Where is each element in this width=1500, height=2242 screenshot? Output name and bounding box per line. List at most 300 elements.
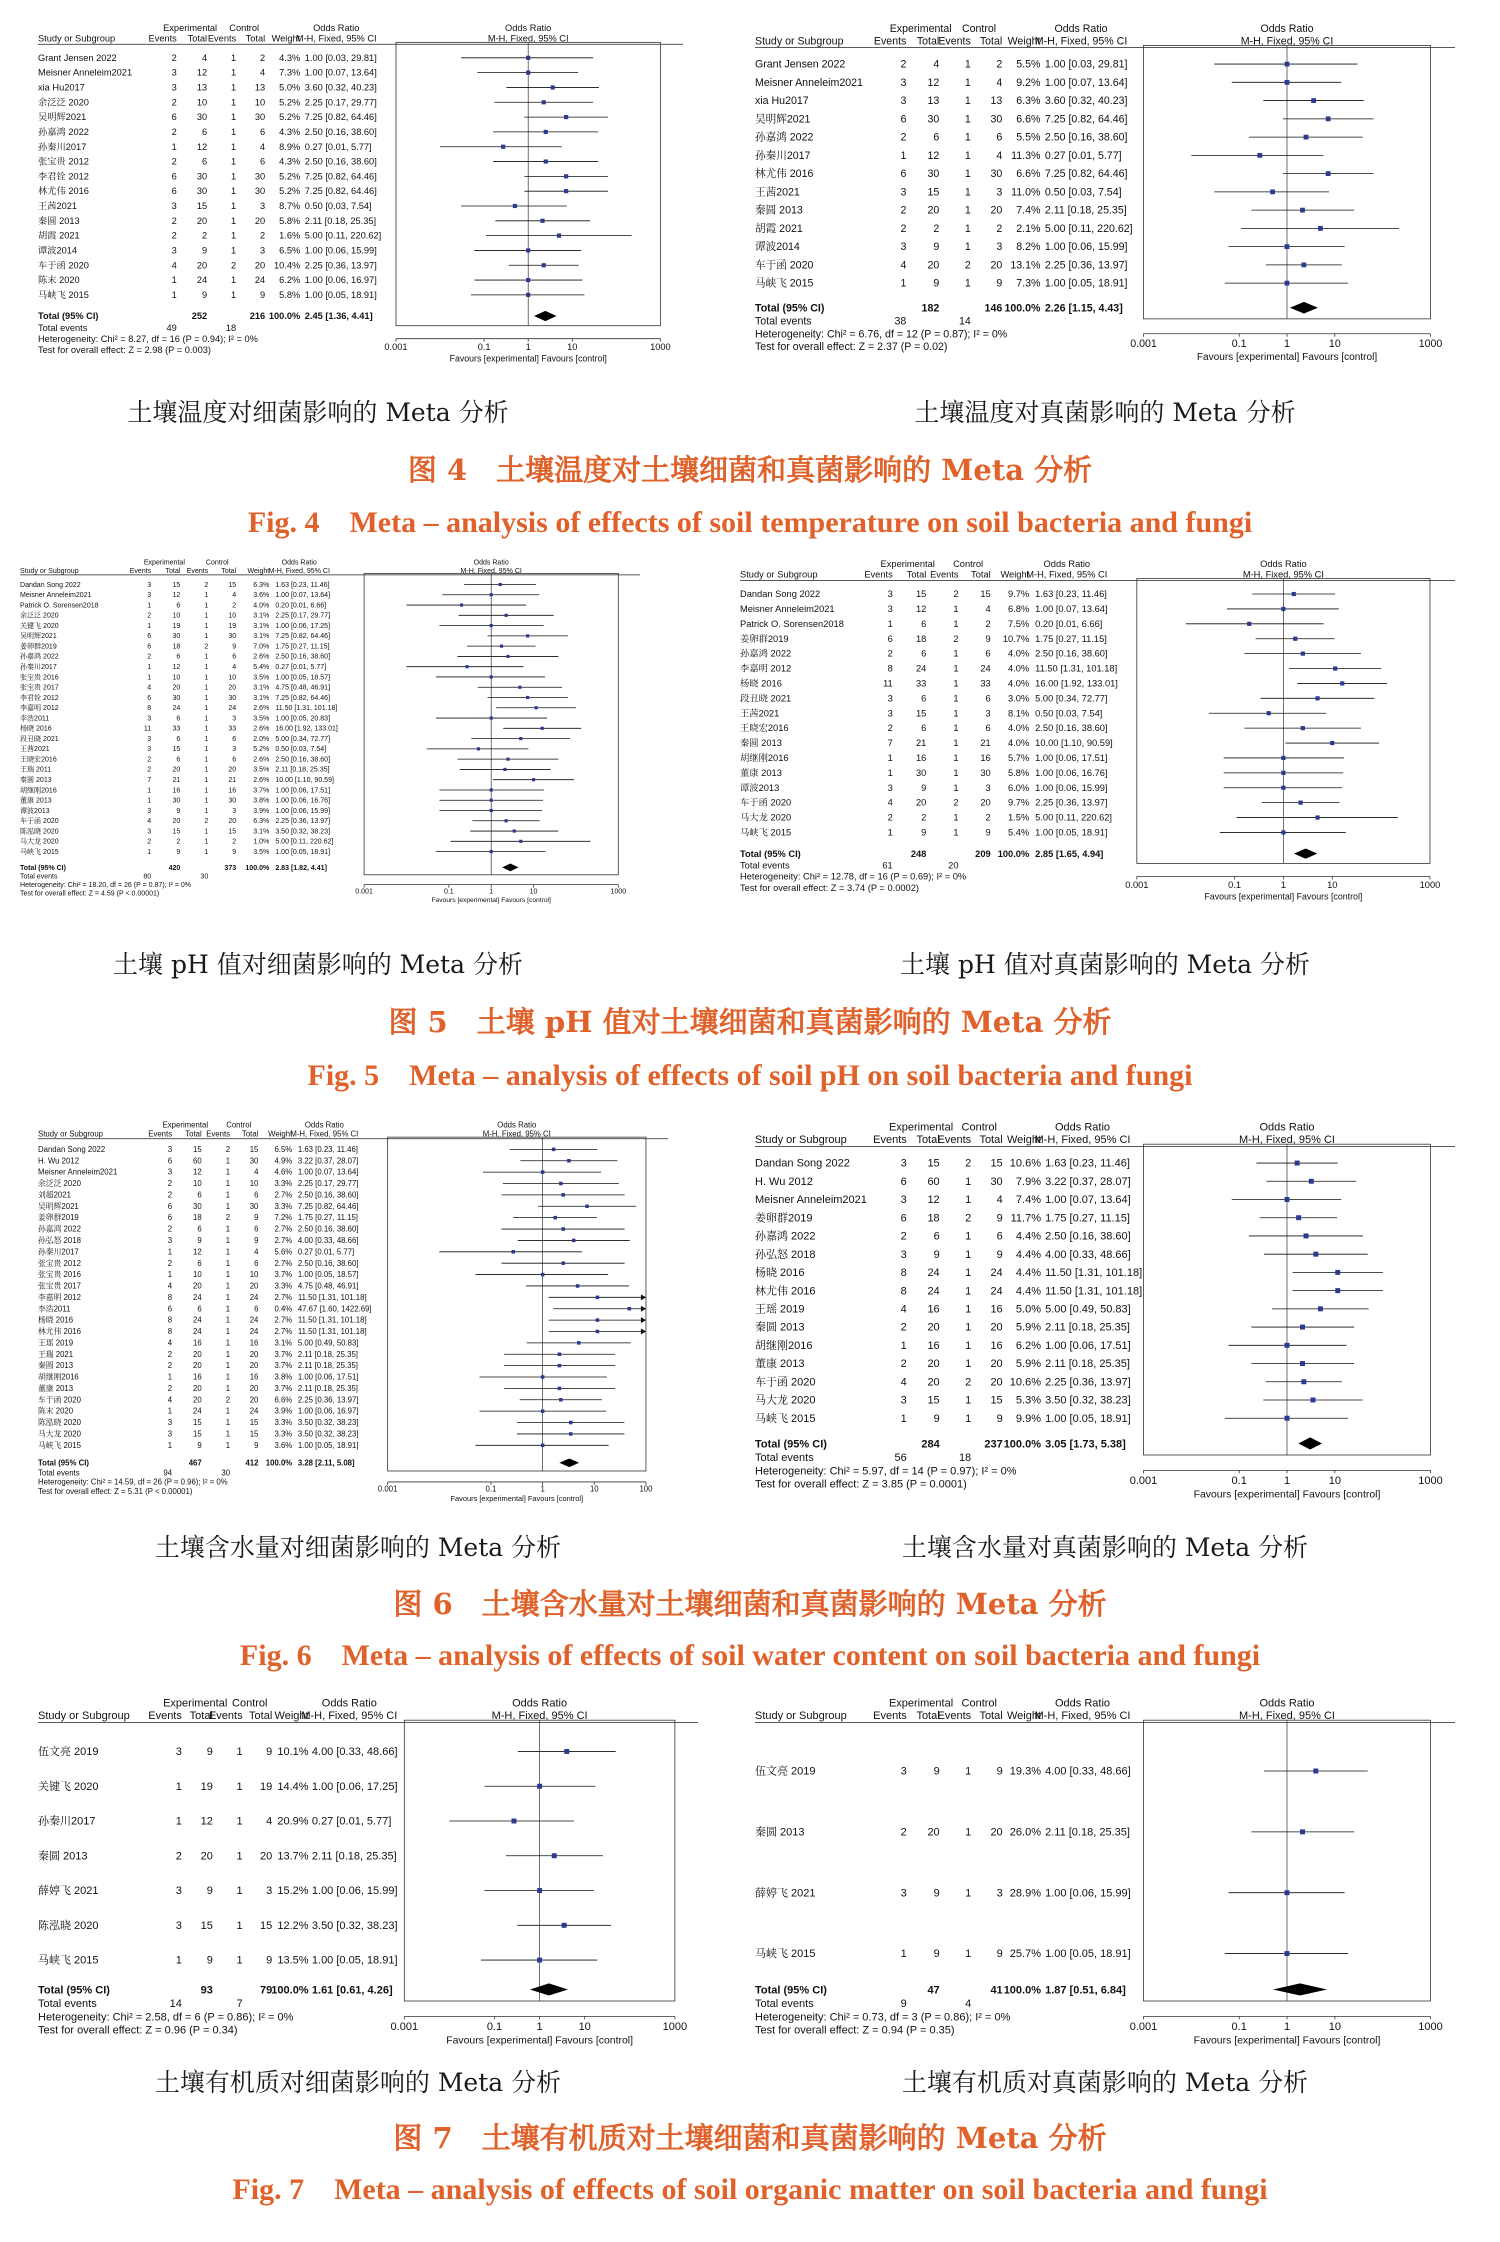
ctl-total: 20 — [990, 1826, 1003, 1839]
ctl-total: 2 — [232, 838, 237, 846]
total-exp: 284 — [921, 1438, 940, 1451]
exp-total: 6 — [921, 648, 927, 659]
effect-square — [596, 1330, 600, 1334]
ctl-total: 20 — [249, 1395, 259, 1405]
exp-total: 20 — [927, 1376, 940, 1389]
exp-total: 6 — [176, 602, 181, 610]
study-ci: 1.00 [0.06, 17.51] — [275, 787, 331, 795]
effect-square — [564, 115, 568, 119]
study-ci: 1.00 [0.05, 18.57] — [297, 1270, 359, 1280]
study-weight: 2.6% — [253, 777, 270, 785]
ctl-events: 2 — [225, 1144, 231, 1154]
ctl-events: 1 — [204, 664, 209, 672]
exp-total: 24 — [927, 1285, 940, 1298]
study-weight: 13.5% — [277, 1954, 309, 1967]
exp-total: 24 — [916, 663, 927, 674]
ctl-total: 9 — [254, 1440, 259, 1450]
ctl-events: 1 — [225, 1190, 231, 1200]
study-name: Grant Jensen 2022 — [755, 58, 846, 71]
ctl-total: 2 — [985, 618, 991, 629]
ctl-events: 1 — [964, 168, 971, 181]
effect-square — [503, 768, 506, 771]
study-weight: 5.2% — [279, 112, 301, 123]
ctl-total: 20 — [254, 215, 266, 226]
study-name: 陈泓晓 2020 — [38, 1919, 99, 1932]
header-experimental: Experimental — [163, 22, 218, 33]
study-name: 王晓宏2016 — [20, 756, 57, 764]
plot-frame — [388, 1137, 646, 1471]
ctl-events: 2 — [231, 260, 237, 271]
ctl-total: 16 — [990, 1303, 1003, 1316]
overall-effect-text: Test for overall effect: Z = 2.37 (P = 0.02) — [755, 341, 948, 354]
ctl-total: 30 — [254, 112, 266, 123]
ctl-events: 1 — [965, 1248, 972, 1261]
study-weight: 3.1% — [253, 684, 270, 692]
ctl-total: 30 — [254, 186, 266, 197]
header-events: Events — [937, 1710, 972, 1723]
x-tick-label: 1000 — [1418, 1475, 1443, 1488]
study-weight: 3.8% — [253, 797, 270, 805]
heterogeneity-text: Heterogeneity: Chi² = 5.97, df = 14 (P = 0.97); I² = 0% — [755, 1465, 1017, 1478]
exp-events: 3 — [167, 1235, 173, 1245]
total-exp: 182 — [921, 302, 940, 315]
study-ci: 2.11 [0.18, 25.35] — [297, 1349, 358, 1359]
ctl-events: 1 — [204, 684, 209, 692]
header-method: M-H, Fixed, 95% CI — [1034, 35, 1128, 48]
study-name: 孙秦川2017 — [755, 149, 811, 162]
study-weight: 26.0% — [1009, 1826, 1041, 1839]
effect-square — [1315, 815, 1319, 819]
study-ci: 3.60 [0.32, 40.23] — [304, 82, 377, 93]
study-weight: 2.6% — [253, 756, 270, 764]
ctl-total: 4 — [996, 1194, 1003, 1207]
total-ci: 2.45 [1.36, 4.41] — [304, 311, 373, 322]
ctl-total: 9 — [232, 643, 237, 651]
study-ci: 0.27 [0.01, 5.77] — [297, 1247, 355, 1257]
ctl-total: 24 — [228, 705, 237, 713]
ctl-total: 20 — [228, 818, 237, 826]
exp-events: 2 — [167, 1361, 173, 1371]
exp-total: 12 — [916, 604, 927, 615]
study-weight: 10.6% — [1009, 1157, 1041, 1170]
study-ci: 1.63 [0.23, 11.46] — [1035, 589, 1107, 600]
ctl-total: 24 — [980, 663, 991, 674]
study-weight: 4.0% — [253, 602, 270, 610]
exp-events: 1 — [887, 767, 893, 778]
ctl-events: 1 — [231, 275, 237, 286]
overall-effect-text: Test for overall effect: Z = 5.31 (P < 0.00001) — [38, 1487, 193, 1497]
study-ci: 47.67 [1.60, 1422.69] — [297, 1304, 372, 1314]
ctl-events: 1 — [965, 1321, 972, 1334]
effect-square — [1247, 622, 1251, 626]
exp-events: 1 — [887, 618, 893, 629]
header-odds-ratio: Odds Ratio — [321, 1697, 377, 1710]
study-name: Meisner Anneleim2021 — [755, 1194, 867, 1207]
study-ci: 0.27 [0.01, 5.77] — [311, 1815, 392, 1828]
ctl-total: 13 — [990, 95, 1003, 108]
ctl-events: 1 — [204, 756, 209, 764]
effect-square — [541, 1273, 545, 1277]
study-name: Meisner Anneleim2021 — [38, 1167, 118, 1177]
exp-events: 2 — [175, 1850, 182, 1863]
effect-square — [1300, 1325, 1305, 1330]
study-name: 姜卵群2019 — [740, 633, 789, 644]
study-name: 薛婷飞 2021 — [38, 1885, 99, 1898]
study-ci: 7.25 [0.82, 64.46] — [297, 1201, 359, 1211]
header-weight: Weight — [1006, 1710, 1041, 1723]
x-tick-label: 10 — [1328, 1475, 1341, 1488]
panel-subcaption: 土壤 pH 值对细菌影响的 Meta 分析 — [113, 950, 523, 979]
study-ci: 2.11 [0.18, 25.35] — [1045, 1358, 1130, 1371]
exp-events: 3 — [171, 201, 177, 212]
study-name: 王瑶 2019 — [755, 1303, 805, 1316]
effect-square — [477, 747, 480, 750]
effect-square — [561, 1193, 565, 1197]
header-odds-ratio-plot: Odds Ratio — [1260, 23, 1314, 36]
ctl-events: 1 — [204, 705, 209, 713]
ctl-events: 1 — [231, 245, 237, 256]
study-weight: 4.6% — [274, 1167, 293, 1177]
total-exp: 93 — [200, 1984, 213, 1997]
study-ci: 3.22 [0.37, 28.07] — [297, 1156, 359, 1166]
ctl-events: 2 — [964, 259, 971, 272]
ctl-total: 15 — [249, 1418, 259, 1428]
exp-events: 1 — [175, 1780, 182, 1793]
x-tick-label: 0.001 — [377, 1484, 398, 1494]
study-ci: 1.00 [0.07, 13.64] — [275, 592, 331, 600]
exp-total: 6 — [921, 693, 927, 704]
ctl-events: 1 — [965, 1285, 972, 1298]
study-ci: 1.00 [0.06, 15.99] — [311, 1885, 398, 1898]
ctl-total: 9 — [996, 1248, 1003, 1261]
ctl-total: 24 — [990, 1267, 1003, 1280]
effect-square — [490, 593, 493, 596]
exp-events: 2 — [171, 97, 177, 108]
exp-events: 8 — [887, 663, 893, 674]
header-method: M-H, Fixed, 95% CI — [1026, 569, 1108, 580]
exp-total: 12 — [196, 67, 208, 78]
figure-caption-zh: 图 7 土壤有机质对土壤细菌和真菌影响的 Meta 分析 — [393, 2121, 1107, 2155]
ctl-events: 1 — [965, 1826, 972, 1839]
exp-total: 6 — [176, 735, 181, 743]
total-ci: 2.26 [1.15, 4.43] — [1044, 302, 1123, 315]
effect-square — [460, 603, 463, 606]
study-name: 马峡飞 2015 — [755, 277, 814, 290]
ctl-total: 21 — [228, 777, 237, 785]
ctl-events: 1 — [964, 241, 971, 254]
study-ci: 5.00 [0.49, 50.83] — [297, 1338, 359, 1348]
exp-total: 9 — [206, 1885, 213, 1898]
ctl-events: 1 — [964, 76, 971, 89]
ctl-total: 6 — [232, 756, 237, 764]
ctl-total: 3 — [996, 241, 1003, 254]
study-weight: 4.4% — [1015, 1267, 1041, 1280]
ctl-events: 1 — [204, 622, 209, 630]
study-ci: 1.00 [0.05, 18.91] — [1045, 1412, 1131, 1425]
exp-events: 3 — [147, 592, 152, 600]
exp-total: 6 — [197, 1190, 202, 1200]
exp-total: 4 — [933, 58, 940, 71]
study-weight: 4.0% — [1008, 723, 1030, 734]
ctl-total: 10 — [228, 612, 237, 620]
heterogeneity-text: Heterogeneity: Chi² = 0.73, df = 3 (P = 0.86); I² = 0% — [755, 2011, 1011, 2024]
effect-square — [1315, 696, 1319, 700]
study-weight: 2.7% — [274, 1258, 293, 1268]
ctl-total: 3 — [985, 782, 991, 793]
exp-total: 12 — [927, 149, 940, 162]
study-weight: 6.6% — [274, 1395, 293, 1405]
study-ci: 0.27 [0.01, 5.77] — [1044, 149, 1122, 162]
effect-square — [1304, 1233, 1309, 1238]
study-ci: 1.00 [0.07, 13.64] — [1045, 1194, 1131, 1207]
study-weight: 3.8% — [274, 1372, 293, 1382]
ctl-total: 9 — [985, 633, 991, 644]
ctl-events: 1 — [204, 612, 209, 620]
effect-square — [542, 263, 546, 267]
exp-events: 1 — [167, 1372, 173, 1382]
ctl-total: 6 — [254, 1304, 259, 1314]
ctl-total: 3 — [260, 245, 266, 256]
study-weight: 14.4% — [277, 1780, 309, 1793]
study-weight: 12.2% — [277, 1919, 309, 1932]
exp-events: 3 — [900, 1887, 907, 1900]
ctl-total: 15 — [980, 589, 991, 600]
header-total: Total — [187, 33, 208, 44]
ci-arrow — [641, 1294, 646, 1300]
study-weight: 5.2% — [279, 186, 301, 197]
ctl-total: 15 — [228, 581, 237, 589]
favours-label: Favours [experimental] Favours [control] — [449, 353, 607, 364]
exp-events: 2 — [887, 812, 893, 823]
study-name: 孙秦川2017 — [38, 1247, 79, 1257]
exp-total: 6 — [176, 715, 181, 723]
ctl-total: 15 — [260, 1919, 273, 1932]
total-events-label: Total events — [755, 1452, 814, 1465]
exp-events: 4 — [147, 818, 152, 826]
x-tick-label: 1000 — [650, 342, 671, 353]
study-ci: 2.11 [0.18, 25.35] — [311, 1850, 397, 1863]
total-events-label: Total events — [38, 1998, 97, 2011]
exp-total: 9 — [197, 1440, 202, 1450]
ctl-events: 1 — [965, 1194, 972, 1207]
study-weight: 13.1% — [1010, 259, 1041, 272]
study-weight: 10.1% — [277, 1746, 309, 1759]
effect-square — [541, 1170, 545, 1174]
total-weight: 100.0% — [245, 864, 270, 872]
study-weight: 3.1% — [253, 633, 270, 641]
x-tick-label: 0.1 — [486, 2021, 503, 2034]
header-odds-ratio-plot: Odds Ratio — [1259, 1697, 1315, 1710]
study-weight: 2.7% — [274, 1292, 293, 1302]
study-name: 胡继刚2016 — [755, 1339, 813, 1352]
study-name: 段丑晓 2021 — [20, 735, 59, 743]
header-odds-ratio: Odds Ratio — [313, 22, 360, 33]
study-weight: 3.3% — [274, 1418, 293, 1428]
study-weight: 4.4% — [1015, 1285, 1041, 1298]
ctl-total: 3 — [985, 708, 991, 719]
exp-events: 3 — [175, 1919, 182, 1932]
study-weight: 3.6% — [253, 592, 270, 600]
exp-events: 1 — [167, 1440, 173, 1450]
exp-events: 2 — [167, 1383, 173, 1393]
study-name: 马峡飞 2015 — [755, 1412, 816, 1425]
effect-square — [526, 278, 530, 282]
study-name: 秦圆 2013 — [755, 1321, 805, 1334]
effect-square — [526, 56, 530, 60]
exp-events: 11 — [143, 725, 152, 733]
study-name: 张宝贵 2012 — [38, 156, 89, 167]
ctl-total: 30 — [990, 113, 1003, 126]
ctl-events: 1 — [231, 126, 237, 137]
study-name: 谭波2014 — [38, 245, 78, 256]
exp-events: 3 — [900, 186, 907, 199]
ctl-events: 1 — [965, 1887, 972, 1900]
exp-events: 6 — [900, 1175, 907, 1188]
exp-events: 2 — [887, 723, 893, 734]
study-ci: 1.75 [0.27, 11.15] — [1035, 633, 1107, 644]
study-name: 李嘉明 2012 — [38, 1292, 81, 1302]
ctl-events: 1 — [225, 1383, 231, 1393]
study-ci: 7.25 [0.82, 64.46] — [275, 633, 331, 641]
study-ci: 1.00 [0.06, 15.99] — [304, 245, 377, 256]
header-events: Events — [938, 35, 971, 48]
exp-events: 4 — [167, 1338, 173, 1348]
study-weight: 10.4% — [273, 260, 301, 271]
study-weight: 4.3% — [279, 52, 301, 63]
exp-events: 1 — [147, 674, 152, 682]
forest-plot-svg — [740, 558, 1455, 910]
ctl-total: 2 — [996, 222, 1003, 235]
effect-square — [1257, 153, 1262, 158]
exp-events: 1 — [887, 827, 893, 838]
exp-events: 8 — [900, 1267, 907, 1280]
header-study: Study or Subgroup — [755, 1710, 847, 1723]
ctl-total: 30 — [990, 168, 1003, 181]
effect-square — [1300, 208, 1305, 213]
panel-subcaption: 土壤温度对细菌影响的 Meta 分析 — [127, 398, 509, 427]
x-tick-label: 0.1 — [1231, 2021, 1247, 2034]
exp-events: 2 — [900, 204, 907, 217]
effect-square — [506, 758, 509, 761]
study-ci: 11.50 [1.31, 101.18] — [1045, 1267, 1143, 1280]
forest-plot-fungi — [755, 1120, 1455, 1510]
study-ci: 1.00 [0.03, 29.81] — [1044, 58, 1128, 71]
study-name: 伍文亮 2019 — [38, 1746, 99, 1759]
study-weight: 6.8% — [1008, 604, 1030, 615]
study-name: 董康 2013 — [20, 797, 52, 805]
effect-square — [511, 1250, 515, 1254]
effect-square — [540, 219, 544, 223]
exp-events: 6 — [887, 633, 893, 644]
total-events-ctl: 18 — [958, 1452, 972, 1465]
x-tick-label: 1 — [1284, 338, 1290, 351]
ctl-events: 1 — [965, 1267, 972, 1280]
ctl-events: 1 — [225, 1361, 231, 1371]
panel-subcaption: 土壤有机质对细菌影响的 Meta 分析 — [154, 2068, 562, 2097]
exp-events: 3 — [887, 782, 893, 793]
study-name: 姜卵群2019 — [38, 1213, 79, 1223]
exp-events: 3 — [171, 67, 177, 78]
x-tick-label: 10 — [1328, 2021, 1341, 2034]
ctl-events: 1 — [225, 1224, 231, 1234]
total-events-exp: 38 — [894, 315, 907, 328]
study-weight: 5.3% — [1015, 1394, 1041, 1407]
header-events: Events — [937, 1134, 972, 1147]
ctl-total: 15 — [990, 1394, 1003, 1407]
heterogeneity-text: Heterogeneity: Chi² = 12.78, df = 16 (P = 0.69); I² = 0% — [740, 871, 967, 882]
forest-plot-bacteria — [38, 1696, 698, 2056]
study-name: 孙秦川2017 — [38, 141, 87, 152]
study-weight: 3.5% — [253, 715, 270, 723]
study-name: 谭波2013 — [20, 807, 50, 815]
ctl-total: 3 — [232, 746, 237, 754]
favours-label: Favours [experimental] Favours [control] — [1193, 1489, 1381, 1501]
study-weight: 4.3% — [279, 156, 301, 167]
study-weight: 11.0% — [1011, 186, 1041, 199]
study-ci: 11.50 [1.31, 101.18] — [297, 1315, 367, 1325]
header-method: M-H, Fixed, 95% CI — [1034, 1134, 1131, 1147]
ctl-events: 2 — [204, 818, 209, 826]
exp-total: 30 — [927, 168, 940, 181]
effect-square — [576, 1284, 580, 1288]
exp-events: 2 — [167, 1349, 173, 1359]
effect-square — [564, 189, 568, 193]
x-tick-label: 1000 — [1419, 880, 1441, 891]
effect-square — [1300, 1361, 1305, 1366]
exp-events: 3 — [887, 604, 893, 615]
exp-total: 12 — [196, 141, 208, 152]
study-ci: 1.00 [0.06, 15.99] — [1045, 1887, 1131, 1900]
heterogeneity-text: Heterogeneity: Chi² = 6.76, df = 12 (P = 0.87); I² = 0% — [755, 328, 1008, 341]
header-experimental: Experimental — [163, 1697, 228, 1710]
figure-5 — [0, 550, 1500, 1100]
x-tick-label: 1000 — [1418, 338, 1443, 351]
study-ci: 5.00 [0.34, 72.77] — [1035, 693, 1108, 704]
effect-square — [1304, 135, 1309, 140]
ctl-events: 2 — [953, 589, 959, 600]
study-weight: 1.0% — [253, 838, 270, 846]
exp-events: 3 — [900, 1394, 907, 1407]
exp-total: 30 — [196, 171, 208, 182]
exp-total: 2 — [933, 222, 940, 235]
header-total: Total — [979, 1134, 1003, 1147]
ctl-total: 10 — [228, 674, 237, 682]
ctl-events: 1 — [231, 141, 237, 152]
total-label: Total (95% CI) — [755, 1984, 827, 1997]
header-experimental: Experimental — [889, 23, 952, 36]
ctl-total: 3 — [266, 1885, 273, 1898]
total-ci: 3.05 [1.73, 5.38] — [1045, 1438, 1126, 1451]
study-name: 林尤伟 2016 — [755, 168, 814, 181]
effect-square — [569, 1421, 573, 1425]
study-weight: 4.0% — [1008, 663, 1030, 674]
study-ci: 2.50 [0.16, 38.60] — [1045, 1230, 1131, 1243]
study-weight: 5.8% — [1008, 767, 1030, 778]
study-ci: 10.00 [1.10, 90.59] — [275, 777, 334, 785]
study-weight: 2.6% — [253, 653, 270, 661]
study-ci: 1.00 [0.06, 15.99] — [275, 807, 331, 815]
study-weight: 2.7% — [274, 1190, 293, 1200]
ctl-total: 20 — [249, 1349, 259, 1359]
study-ci: 0.50 [0.03, 7.54] — [275, 746, 327, 754]
x-tick-label: 10 — [578, 2021, 591, 2034]
ctl-total: 9 — [254, 1213, 259, 1223]
study-weight: 6.2% — [1015, 1339, 1041, 1352]
study-weight: 2.7% — [274, 1235, 293, 1245]
study-ci: 0.50 [0.03, 7.54] — [1044, 186, 1122, 199]
exp-total: 6 — [197, 1258, 202, 1268]
exp-total: 6 — [933, 131, 940, 144]
